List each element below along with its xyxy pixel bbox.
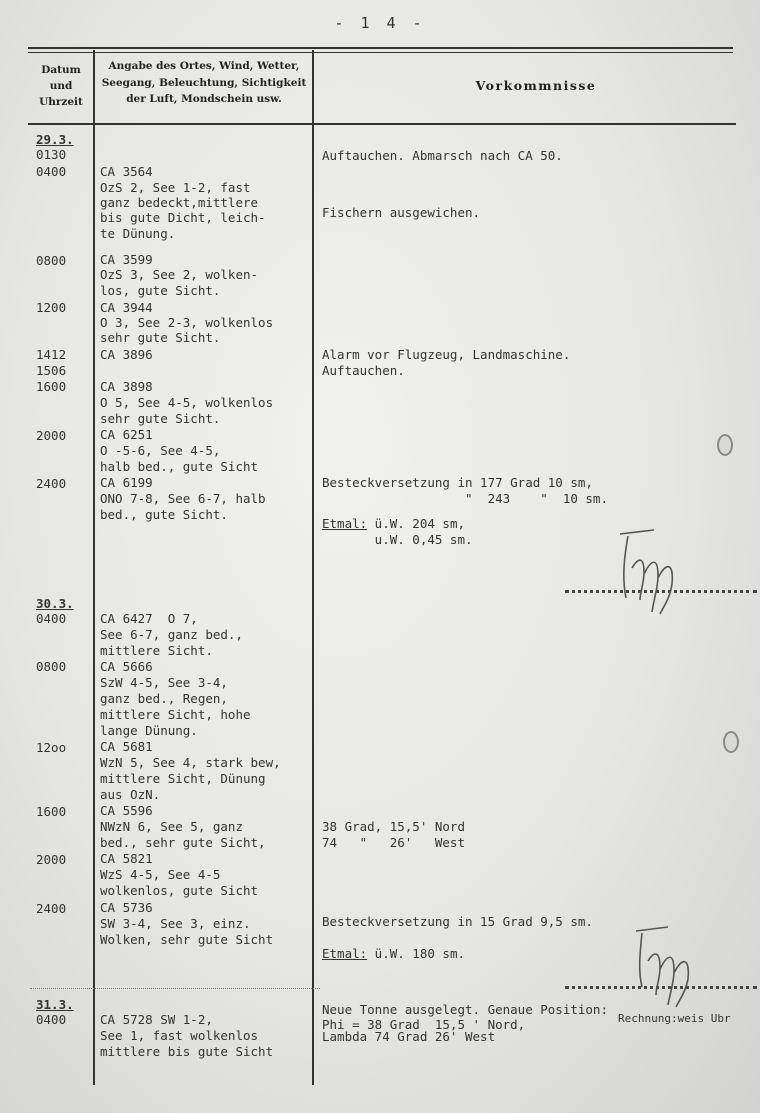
entry-time: 1506 [36,363,67,378]
entry-position-weather: te Dünung. [100,226,176,241]
entry-date: 31.3. [36,997,74,1012]
entry-position-weather: SzW 4-5, See 3-4, [100,675,228,690]
entry-event: Auftauchen. Abmarsch nach CA 50. [322,148,563,163]
entry-event: 74 " 26' West [322,835,465,850]
entry-position-weather: WzS 4-5, See 4-5 [100,867,221,882]
entry-time: 0400 [36,164,67,179]
entry-event: Etmal: ü.W. 180 sm. [322,946,465,961]
entry-position-weather: ganz bed., Regen, [100,691,228,706]
entry-position-weather: CA 5728 SW 1-2, [100,1012,213,1027]
entry-position-weather: CA 3564 [100,164,153,179]
entry-date: 29.3. [36,132,74,147]
entry-date: 30.3. [36,596,74,611]
entry-time: 0130 [36,147,67,162]
page-number: - 1 4 - [334,14,426,32]
signature-2 [628,925,708,1010]
entry-position-weather: CA 3599 [100,252,153,267]
entry-position-weather: mittlere bis gute Sicht [100,1044,274,1059]
header-angabe-line1: Angabe des Ortes, Wind, Wetter, [108,60,300,72]
entry-position-weather: bed., sehr gute Sicht, [100,835,266,850]
header-datum-line2: und [49,80,73,92]
header-vorkommnisse: Vorkommnisse [475,78,597,93]
entry-position-weather: CA 6199 [100,475,153,490]
entry-time: 2400 [36,476,67,491]
entry-position-weather: CA 6251 [100,427,153,442]
entry-position-weather: OzS 3, See 2, wolken- [100,267,259,282]
entry-position-weather: O -5-6, See 4-5, [100,443,221,458]
entry-position-weather: sehr gute Sicht. [100,330,221,345]
punch-hole-1 [717,434,733,456]
entry-position-weather: Wolken, sehr gute Sicht [100,932,274,947]
etmal-label: Etmal: [322,946,368,961]
entry-position-weather: CA 6427 O 7, [100,611,198,626]
entry-time: 2000 [36,852,67,867]
entry-position-weather: OzS 2, See 1-2, fast [100,180,251,195]
entry-position-weather: CA 5681 [100,739,153,754]
entry-position-weather: O 5, See 4-5, wolkenlos [100,395,274,410]
header-datum [28,62,94,110]
entry-position-weather: See 1, fast wolkenlos [100,1028,259,1043]
entry-event: Besteckversetzung in 15 Grad 9,5 sm. [322,914,593,929]
entry-separator-3 [30,988,320,989]
entry-position-weather: SW 3-4, See 3, einz. [100,916,251,931]
header-datum-line3: Uhrzeit [39,96,83,108]
entry-time: 12oo [36,740,67,755]
entry-event: Fischern ausgewichen. [322,205,481,220]
signature-1 [610,528,690,618]
entry-position-weather: lange Dünung. [100,723,198,738]
entry-position-weather: wolkenlos, gute Sicht [100,883,259,898]
entry-time: 1412 [36,347,67,362]
entry-position-weather: mittlere Sicht. [100,643,213,658]
punch-hole-2 [723,731,739,753]
entry-event: Lambda 74 Grad 26' West [322,1029,496,1044]
entry-position-weather: CA 5821 [100,851,153,866]
entry-position-weather: mittlere Sicht, Dünung [100,771,266,786]
header-angabe-line3: der Luft, Mondschein usw. [126,93,282,105]
entry-position-weather: CA 5596 [100,803,153,818]
entry-position-weather: halb bed., gute Sicht [100,459,259,474]
entry-event: Neue Tonne ausgelegt. Genaue Position: [322,1002,608,1017]
entry-time: 1200 [36,300,67,315]
entry-time: 0400 [36,1012,67,1027]
entry-position-weather: CA 5666 [100,659,153,674]
entry-event: Besteckversetzung in 177 Grad 10 sm, [322,475,593,490]
header-angabe [97,58,311,108]
entry-event: 38 Grad, 15,5' Nord [322,819,465,834]
header-datum-line1: Datum [41,64,81,76]
entry-event: " 243 " 10 sm. [322,491,608,506]
header-top-rule [28,47,733,49]
entry-position-weather: NWzN 6, See 5, ganz [100,819,243,834]
column-divider-1 [93,50,95,1085]
entry-time: 1600 [36,379,67,394]
entry-position-weather: CA 3898 [100,379,153,394]
entry-position-weather: los, gute Sicht. [100,283,221,298]
etmal-label: Etmal: [322,516,368,531]
entry-position-weather: WzN 5, See 4, stark bew, [100,755,281,770]
entry-position-weather: aus OzN. [100,787,161,802]
column-divider-2 [312,50,314,1085]
entry-position-weather: CA 3944 [100,300,153,315]
entry-position-weather: CA 5736 [100,900,153,915]
entry-position-weather: mittlere Sicht, hohe [100,707,251,722]
entry-time: 0400 [36,611,67,626]
entry-position-weather: ganz bedeckt,mittlere [100,195,259,210]
entry-position-weather: sehr gute Sicht. [100,411,221,426]
margin-note: Rechnung:weis Ubr [618,1012,731,1025]
entry-event: Alarm vor Flugzeug, Landmaschine. [322,347,571,362]
entry-position-weather: bis gute Dicht, leich- [100,210,266,225]
entry-position-weather: ONO 7-8, See 6-7, halb [100,491,266,506]
entry-position-weather: O 3, See 2-3, wolkenlos [100,315,274,330]
entry-time: 2000 [36,428,67,443]
entry-time: 0800 [36,659,67,674]
entry-event: Etmal: ü.W. 204 sm, [322,516,465,531]
entry-time: 0800 [36,253,67,268]
entry-position-weather: See 6-7, ganz bed., [100,627,243,642]
header-top-rule-thin [28,52,733,53]
entry-time: 1600 [36,804,67,819]
entry-event: Auftauchen. [322,363,405,378]
header-bottom-rule [28,123,736,125]
entry-position-weather: bed., gute Sicht. [100,507,228,522]
entry-event: u.W. 0,45 sm. [322,532,473,547]
entry-time: 2400 [36,901,67,916]
entry-event: Phi = 38 Grad 15,5 ' Nord, [322,1017,526,1032]
header-angabe-line2: Seegang, Beleuchtung, Sichtigkeit [101,76,307,89]
entry-position-weather: CA 3896 [100,347,153,362]
